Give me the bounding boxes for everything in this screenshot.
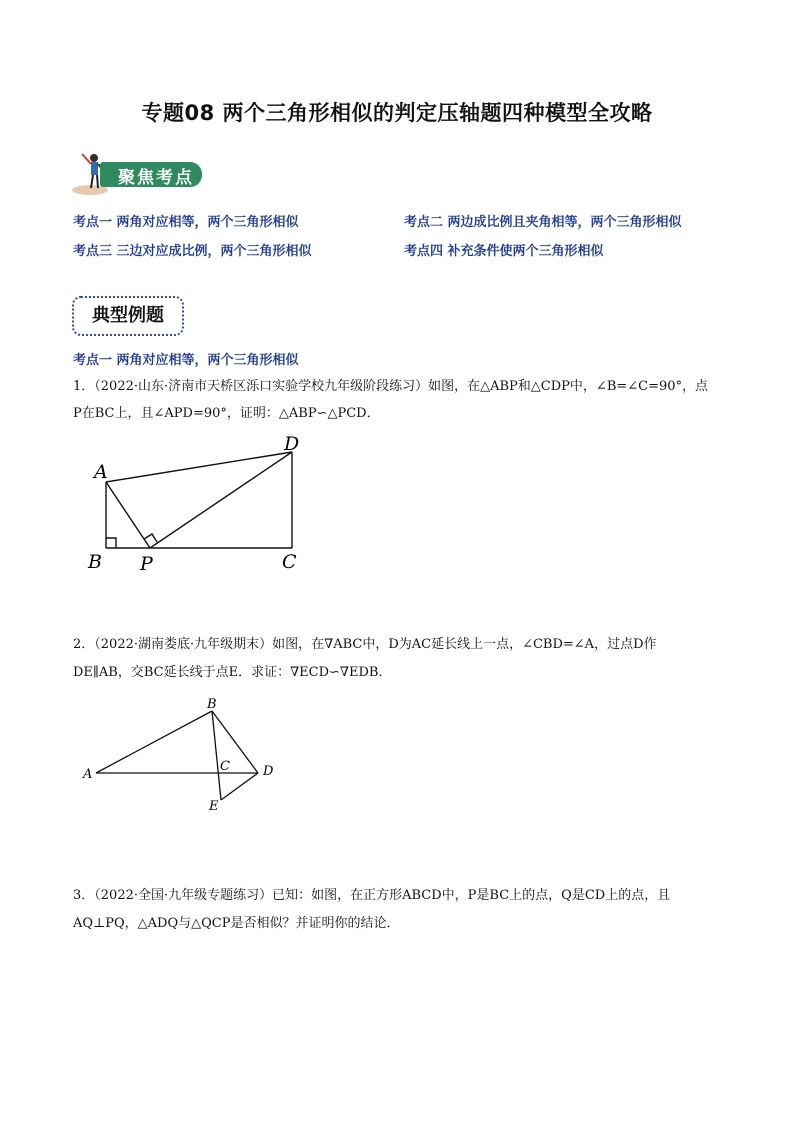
- label-B: B: [88, 551, 102, 573]
- problem-3-line-2: AQ⊥PQ，△ADQ与△QCP是否相似？并证明你的结论．: [73, 916, 400, 931]
- label-C: C: [282, 551, 297, 573]
- problem-2-line-1: 2．（2022·湖南娄底·九年级期末）如图，在∇ABC中，D为AC延长线上一点，∠CBD=∠A，过点D作: [73, 637, 657, 652]
- label-A: A: [83, 767, 93, 782]
- label-D: D: [284, 433, 300, 455]
- label-P: P: [140, 553, 153, 575]
- label-B: B: [207, 697, 217, 712]
- problem-1-line-1: 1．（2022·山东·济南市天桥区泺口实验学校九年级阶段练习）如图，在△ABP和△CDP中，∠B=∠C=90°，点: [73, 379, 709, 394]
- label-A: A: [94, 461, 108, 483]
- page-title: 专题08 两个三角形相似的判定压轴题四种模型全攻略: [141, 101, 653, 125]
- focus-points-banner: [70, 150, 205, 196]
- label-D: D: [263, 764, 274, 779]
- figure-1: [80, 432, 320, 582]
- kaodian-2: 考点二 两边成比例且夹角相等，两个三角形相似: [404, 215, 682, 230]
- kaodian-4: 考点四 补充条件使两个三角形相似: [404, 244, 604, 259]
- kaodian-1: 考点一 两角对应相等，两个三角形相似: [73, 215, 299, 230]
- figure-2: [80, 694, 300, 816]
- kaodian-3: 考点三 三边对应成比例，两个三角形相似: [73, 244, 312, 259]
- label-C: C: [220, 759, 230, 774]
- label-E: E: [209, 799, 219, 814]
- section-subheading: 考点一 两角对应相等，两个三角形相似: [73, 353, 299, 368]
- problem-3-line-1: 3．（2022·全国·九年级专题练习）已知：如图，在正方形ABCD中，P是BC上的点，Q是CD上的点，且: [73, 888, 671, 903]
- banner-label: 聚焦考点: [118, 168, 194, 188]
- problem-1-line-2: P在BC上，且∠APD=90°，证明：△ABP∽△PCD．: [73, 406, 380, 421]
- section-label: 典型例题: [72, 296, 184, 336]
- problem-2-line-2: DE∥AB，交BC延长线于点E．求证：∇ECD∽∇EDB．: [73, 665, 392, 680]
